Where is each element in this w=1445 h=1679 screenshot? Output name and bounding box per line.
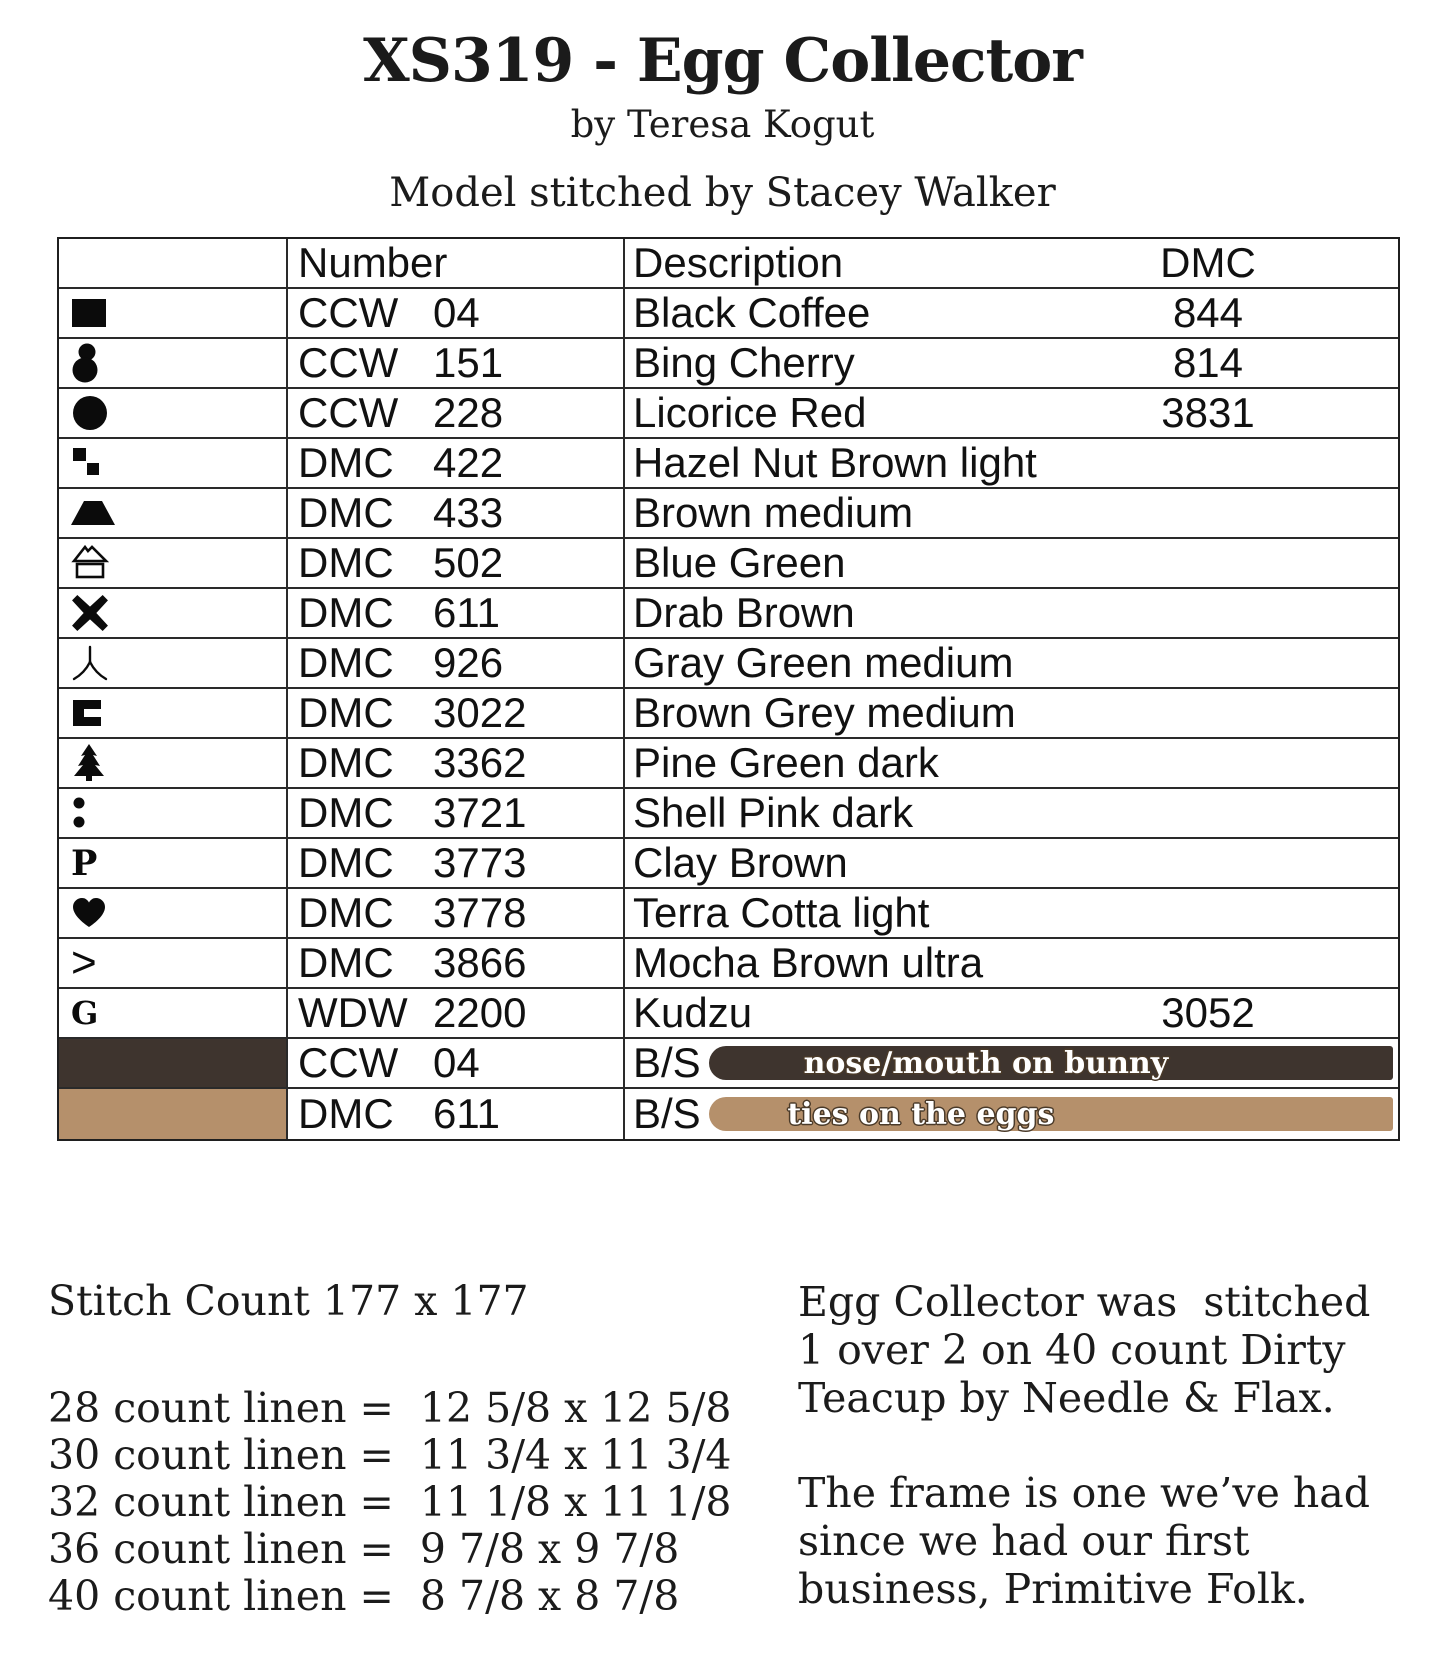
dmc-column-header: DMC [1160, 239, 1256, 286]
greater-than-icon: > [71, 939, 97, 987]
tan-swatch [59, 1089, 288, 1139]
backstitch-note-bar-dark [709, 1046, 1393, 1080]
floss-legend-table [57, 237, 1400, 1141]
fabric-note: Egg Collector was stitched 1 over 2 on 40 count Dirty Teacup by Needle & Flax. [798, 1278, 1371, 1422]
dmc-equivalent: 3052 [1161, 989, 1255, 1036]
symbol-header-cell [59, 239, 288, 287]
trident-icon [71, 645, 109, 681]
linen-size-list [48, 1385, 732, 1620]
table-row: DMC 502 Blue Green [59, 539, 1398, 589]
backstitch-note-bar-tan [709, 1097, 1393, 1131]
filled-circle-icon [71, 394, 109, 432]
backstitch-note: ties on the eggs [787, 1096, 1055, 1132]
snowman-icon [71, 342, 101, 384]
table-row: G WDW 2200 Kudzu 3052 [59, 989, 1398, 1039]
description-header-cell [625, 239, 1398, 287]
designer-byline: by Teresa Kogut [570, 103, 875, 146]
table-row: > DMC 3866 Mocha Brown ultra [59, 939, 1398, 989]
stitch-type-label: B/S [633, 1039, 701, 1086]
description-column-header: Description [633, 239, 844, 286]
dark-brown-swatch [59, 1039, 288, 1087]
number-header-cell [288, 239, 625, 287]
backstitch-row: CCW 04 B/S nose/mouth on bunny [59, 1039, 1398, 1089]
heavy-x-icon [71, 594, 109, 632]
stitch-type-label: B/S [633, 1090, 701, 1137]
letter-g-icon: G [71, 994, 99, 1032]
trapezoid-icon [71, 500, 115, 526]
table-row: DMC 433 Brown medium [59, 489, 1398, 539]
table-row: DMC 3362 Pine Green dark [59, 739, 1398, 789]
frame-note: The frame is one we’ve had since we had our first business, Primitive Folk. [798, 1469, 1370, 1613]
number-column-header: Number [298, 239, 448, 286]
linen-size-line: 32 count linen = 11 1/8 x 11 1/8 [48, 1478, 732, 1526]
stitch-count: Stitch Count 177 x 177 [48, 1277, 529, 1325]
backstitch-note: nose/mouth on bunny [803, 1045, 1169, 1081]
table-row: P DMC 3773 Clay Brown [59, 839, 1398, 889]
diagonal-squares-icon [71, 446, 105, 480]
linen-size-line: 36 count linen = 9 7/8 x 9 7/8 [48, 1525, 680, 1573]
table-row: DMC 926 Gray Green medium [59, 639, 1398, 689]
table-header-row [59, 239, 1398, 289]
linen-size-line: 40 count linen = 8 7/8 x 8 7/8 [48, 1572, 680, 1620]
linen-size-line: 28 count linen = 12 5/8 x 12 5/8 [48, 1384, 732, 1432]
table-row: DMC 422 Hazel Nut Brown light [59, 439, 1398, 489]
bold-colon-icon [71, 796, 87, 830]
table-row: DMC 3721 Shell Pink dark [59, 789, 1398, 839]
table-row: CCW 04 Black Coffee 844 [59, 289, 1398, 339]
linen-size-line: 30 count linen = 11 3/4 x 11 3/4 [48, 1431, 732, 1479]
dmc-equivalent: 814 [1172, 339, 1244, 386]
header [0, 26, 1445, 216]
page-title: XS319 - Egg Collector [363, 26, 1082, 96]
letter-p-icon: P [71, 842, 98, 884]
square-c-icon [71, 698, 103, 728]
stitch-count-block [48, 1278, 732, 1620]
table-row: CCW 228 Licorice Red 3831 [59, 389, 1398, 439]
table-row: DMC 611 Drab Brown [59, 589, 1398, 639]
filled-square-icon [71, 298, 107, 328]
backstitch-row: DMC 611 B/S ties on the eggs [59, 1089, 1398, 1139]
heart-icon [71, 897, 107, 929]
table-row: CCW 151 Bing Cherry 814 [59, 339, 1398, 389]
dmc-equivalent: 3831 [1161, 389, 1255, 436]
table-row: DMC 3022 Brown Grey medium [59, 689, 1398, 739]
table-row: DMC 3778 Terra Cotta light [59, 889, 1398, 939]
house-outline-icon [71, 543, 109, 583]
model-stitcher-line: Model stitched by Stacey Walker [389, 170, 1056, 216]
pine-tree-icon [71, 743, 107, 783]
notes-block [798, 1278, 1370, 1613]
dmc-equivalent: 844 [1172, 289, 1244, 336]
